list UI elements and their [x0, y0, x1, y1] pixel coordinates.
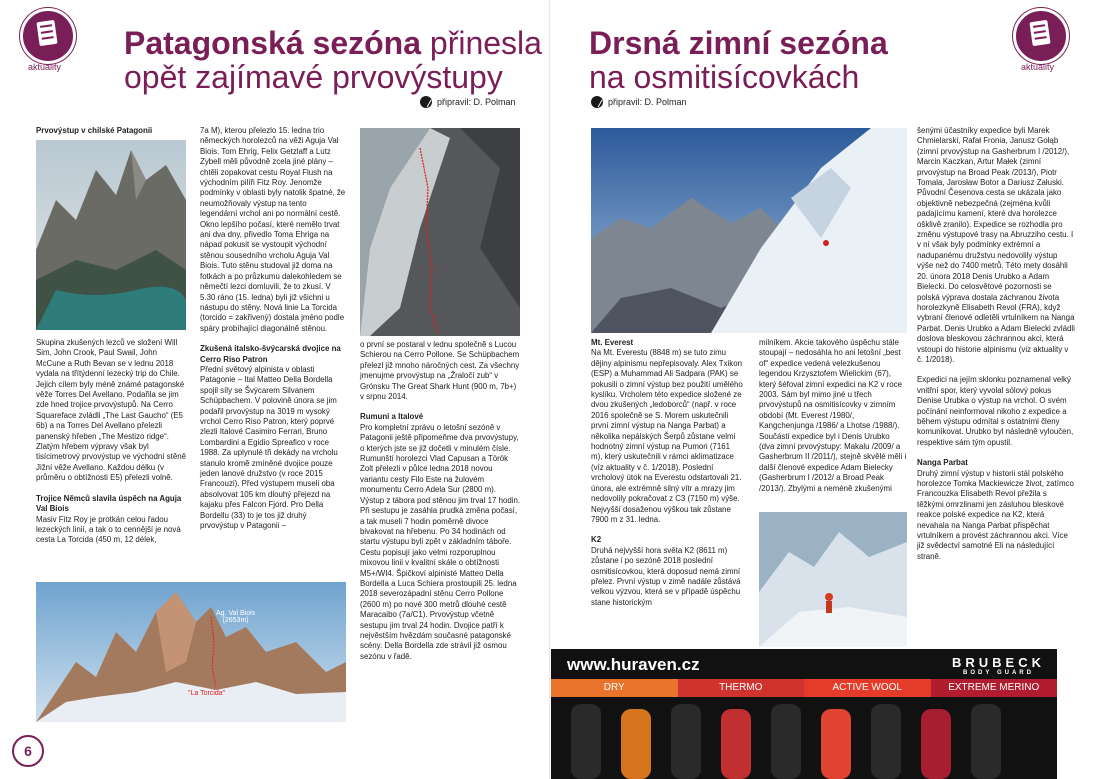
right-col-3 — [917, 126, 1075, 572]
ad-categories — [551, 679, 1057, 697]
k2-photo — [759, 512, 907, 647]
right-byline — [591, 96, 687, 108]
paragraph: šenými účastníky expedice byli Marek Chmielarski, Rafał Fronia, Janusz Gołąb (zimní prvovýstup na Gasherbrum I /2012/), Marcin Kaczkan, Artur Małek (zimní prvovýstup na Broad Peak /2013/), Piotr Tomala, Jarosław Botor a Dariusz Załuski. Původní Česenova cesta se ukázala jako objektivně nebezpečná (zejména kvůli padajícímu kamení, které dva horolezce ošklivě zranilo). Expedice se rozhodla pro změnu výstupové trasy na Abruzziho cestu. I v ní však byly podmínky extrémní a nadupanému družstvu nedovolily výstup výše než do 7400 metrů. Této mety dosáhli 20. února 2018 Denis Urubko a Adam Bielecki. Do celosvětové pozornosti se polská výprava dostala záchranou života horolezkyně Elisabeth Revol (FRA), když vybraní členové odletěli vrtulníkem na Nanga Parbat. Denis Urubko a Adam Bielecki zvládli doslova bleskovou záchrannou akci, která vstoupí do historie alpinismu (viz aktuality v č. 1/2018). — [917, 126, 1075, 364]
paragraph: o první se postaral v lednu společně s Lucou Schierou na Cerro Pollone. Se Schüpbachem přelezl již mnoho náročných cest. Za všechny jmenujme prvovýstup na „Žraločí zub“ v Grónsku The Great Shark Hunt (900 m, 7b+) v srpnu 2014. — [360, 340, 520, 402]
right-col-1 — [591, 338, 743, 618]
right-byline-text: připravil: D. Polman — [608, 97, 687, 107]
section-label: aktuality — [1021, 62, 1055, 72]
heading: Prvovýstup v chilské Patagonii — [36, 126, 153, 135]
photo-label-peak — [216, 610, 255, 624]
ad-category: DRY — [551, 679, 678, 697]
ad-models-graphic — [551, 699, 1057, 779]
brand-name: BRUBECK — [952, 655, 1045, 670]
peak-name: Ag. Val Biois — [216, 610, 256, 617]
paragraph: 7a M), kterou přelezlo 15. ledna trio německých horolezců na věži Aguja Val Biois. Tom Ehrig, Felix Getzlaff a Lutz Zybell měli původně zcela jiné plány – chtěli zopakovat cestu Royal Flush na východním pilíři Fitz Roy. Jenomže podmínky v oblasti byly natolik špatné, že neumožňovaly výstup na tento legendární vrchol ani po normální cestě. Okno lepšího počasí, které nemělo trvat ani dva dny, přivedlo Toma Ehriga na nápad pokusit se vystoupit východní stěnou sousedního vrcholu Aguja Val Biois. Tuto stěnu studoval již doma na fotkách a po průzkumu dalekohledem se němečtí lezci domluvili, že to zkusí. V 5.30 ráno (15. ledna) byli již všichni u nástupu do stěny. Nová linie La Torcida (torcido = zakřivený) dostala jméno podle spáry probíhající diagonálně stěnou. — [200, 126, 346, 333]
left-page — [0, 0, 550, 779]
heading: Mt. Everest — [591, 338, 634, 347]
paragraph: Na Mt. Everestu (8848 m) se tuto zimu dějiny alpinismu nepřepisovaly. Alex Txikon (ESP) a Muhammad Ali Sadpara (PAK) se pokusili o zimní výstup bez použití umělého kyslíku. Vrcholem této expedice složené ze dvou zkušených „ledoborců“ (např. v roce 2016 společně se S. Morem uskutečnili první zimní výstup na Nanga Parbat) a několika nepálských Šerpů zůstane velmi hodnotný zimní výstup na Pumori (7161 m), který uskutečnili v rámci aklimatizace (víz aktuality v č. 1/2018). Poslední vrcholový útok na Everestu odstartovali 21. února, ale extrémně silný vítr a mrazy jim nedovolily pokračovat z C3 (7150 m) výše. Nejvyšší dosaženou výškou tak zůstane 7900 m z 31. ledna. — [591, 348, 743, 524]
left-title — [124, 26, 542, 94]
ad-category: ACTIVE WOOL — [804, 679, 931, 697]
heading: Rumuni a Italové — [360, 412, 424, 422]
aktuality-icon — [1013, 8, 1069, 64]
paragraph: Masiv Fitz Roy je protkán celou řadou lezeckých linií, a tak o to cennější je nová cesta La Torcida (450 m, 12 délek, — [36, 514, 181, 545]
left-title-line2: opět zajímavé prvovýstupy — [124, 59, 503, 95]
paragraph: Druhý zimní výstup v historii stál polského horolezce Tomka Mackiewicze život, zatímco Francouzka Elisabeth Revol přežila s těžkými omrzlinami jen zásluhou bleskové reakce polské expedice na K2, která nevahala na Nanga Parbat přispěchat vrtulníkem a provést záchrannou akci. Více již svědectví samotné Eli na následující straně. — [917, 468, 1074, 561]
left-byline-text: připravil: D. Polman — [437, 97, 516, 107]
left-byline — [420, 96, 516, 108]
paragraph: Expedici na jejím sklonku poznamenal velký vnitřní spor, který vyvolal sólový pokus Denise Urubka o výstup na vrchol. O svém počínání neinformoval nikoho z expedice a během výstupu odmítal s ostatními členy komunikovat. Urubko byl následně vyloučen, respektive sám tým opustil. — [917, 375, 1074, 447]
ad-brand — [952, 655, 1045, 676]
right-title-bold: Drsná zimní sezóna — [589, 25, 888, 61]
right-title — [589, 26, 888, 94]
ad-banner[interactable] — [551, 649, 1057, 779]
wall-photo — [360, 128, 520, 336]
right-col-2 — [759, 338, 907, 504]
feather-icon — [591, 96, 603, 108]
left-col-3 — [360, 340, 522, 672]
ad-url[interactable]: www.huraven.cz — [567, 655, 700, 674]
right-title-line2: na osmitisícovkách — [589, 59, 860, 95]
aktuality-icon — [20, 8, 76, 64]
patagonia-photo — [36, 140, 186, 330]
paragraph: Pro kompletní zprávu o letošní sezóně v Patagonii ještě připomeňme dva prvovýstupy, o kterých jste se již dočetli v minulém čísle. Rumunští horolezci Vlad Capusan a Török Zolt přelezli v půlce ledna 2018 novou variantu cesty Filo Este na žulovém monumentu Cerro Adela Sur (2800 m). Výstup z tábora pod stěnou jim trval 17 hodin. Při sestupu je zasáhla prudká změna počasí, a tak museli 7 hodin poměrně divoce bivakovat na hřebenu. Po 34 hodinách od startu výstupu byli zpět v základním táboře. Cestu popisují jako velmi rozporuplnou mixovou linii v kvalitní skále o obtížnosti M5+/WI4. Špičkoví alpinisté Matteo Della Bordella a Luca Schiera prostoupili 25. ledna 2018 severozápadní stěnu Cerro Pollone (2600 m) po nové 300 metrů dlouhé cestě Maracaibo (7a/C1). Prvovýstup včetně sestupu jim trval 24 hodin. Dvojice patří k nejvěstším hvězdám současné patagonské scény. Della Bordella zde strávil již osmou sezónu v řadě. — [360, 422, 521, 661]
paragraph: milníkem. Akcie takového úspěchu stále stoupají – nedosáhla ho ani letošní „best of“ expedice vedená velezkušenou legendou Krzysztofem Wielickim (67), který šéfoval zimní expedici na K2 v roce 2003. Sám byl mimo jiné u třech prvovýstupů na osmitisícovky v zimním období (Mt. Everest /1980/, Kangchenjunga /1986/ a Lhotse /1988/). Součástí expedice byl i Denis Urubko (dva zimní prvovýstupy: Makalu /2009/ a Gasherbrum II /2011/), stejně skvělé měli i další členové expedice Adam Bielecky (Gasherbrum I /2012/ a Broad Peak /2013/). Zbylými a neméně zkušenými — [759, 338, 907, 493]
paragraph: Druhá nejvyšší hora světa K2 (8611 m) zůstane i po sezóně 2018 poslední osmitisícovkou, která doposud nemá zimní přelez. První výstup v zimě nadále zůstává velkou výzvou, která se v případě úspěchu stane historickým — [591, 545, 741, 607]
left-title-rest: přinesla — [429, 25, 542, 61]
feather-icon — [420, 96, 432, 108]
left-title-bold: Patagonská sezóna — [124, 25, 421, 61]
left-col-1 — [36, 126, 186, 136]
paragraph: Skupina zkušených lezců ve složení Will Sim, John Crook, Paul Swail, John McCune a Ruth Bevan se v lednu 2018 vydala na třítýdenní lezecký trip do Chile. Jejich cílem byly méně známé patagonské věže Torres Del Avellano. Podařila se jim zde hned trojice prvovýstupů. Na Cerro Squareface zvládli „The Last Gaucho“ (E5 6b) a na Torres Del Avellano přelezli panenský hřeben „The Mestizo ridge“. Zlatým hřebem výpravy však byl tisícimetrový prvovýstup ve východní stěně Jižní věže Avellano. Každou délku (v průměru o obtížnosti E5) přelezli volně. — [36, 338, 186, 483]
section-label: aktuality — [28, 62, 62, 72]
page-number: 6 — [12, 735, 44, 767]
heading: K2 — [591, 535, 602, 545]
heading: Nanga Parbat — [917, 458, 968, 468]
left-col-2 — [200, 126, 346, 541]
peak-altitude: (2653m) — [222, 617, 249, 624]
paragraph: Přední světový alpinista v oblasti Patagonie – Ital Matteo Della Bordella spojil síly se Švýcarem Silvanem Schüpbachem. V polovině února se jim podařil prvovýstup na 3019 m vysoký vrchol Cerro Riso Patron, který poprvé zlezli Italové Casimiro Ferrari, Bruno Lombardini a Egidio Spreafico v roce 1988. Za uplynulé tři dekády na vrcholu stanulo kromě zmíněné dvojice pouze jeden lanové družstvo (v roce 2015 Francouzi). Před výstupem museli oba absolvovat 105 km dlouhý přejezd na kajaku přes Falcon Fjord. Pro Della Bordellu (33) to je tos již druhý prvovýstup v Patagonii – — [200, 364, 338, 531]
fitz-roy-photo — [36, 582, 346, 722]
everest-photo — [591, 128, 907, 333]
ad-category: EXTREME MERINO — [931, 679, 1058, 697]
heading: Zkušená italsko-švýcarská dvojice na Cerro Riso Patron — [200, 344, 341, 364]
right-page — [551, 0, 1102, 779]
heading: Trojice Němců slavila úspěch na Aguja Val Biois — [36, 493, 182, 514]
brand-subtitle: BODY GUARD — [963, 670, 1034, 676]
left-col-1-text — [36, 338, 186, 556]
photo-label-route: "La Torcida" — [188, 690, 226, 697]
ad-category: THERMO — [678, 679, 805, 697]
